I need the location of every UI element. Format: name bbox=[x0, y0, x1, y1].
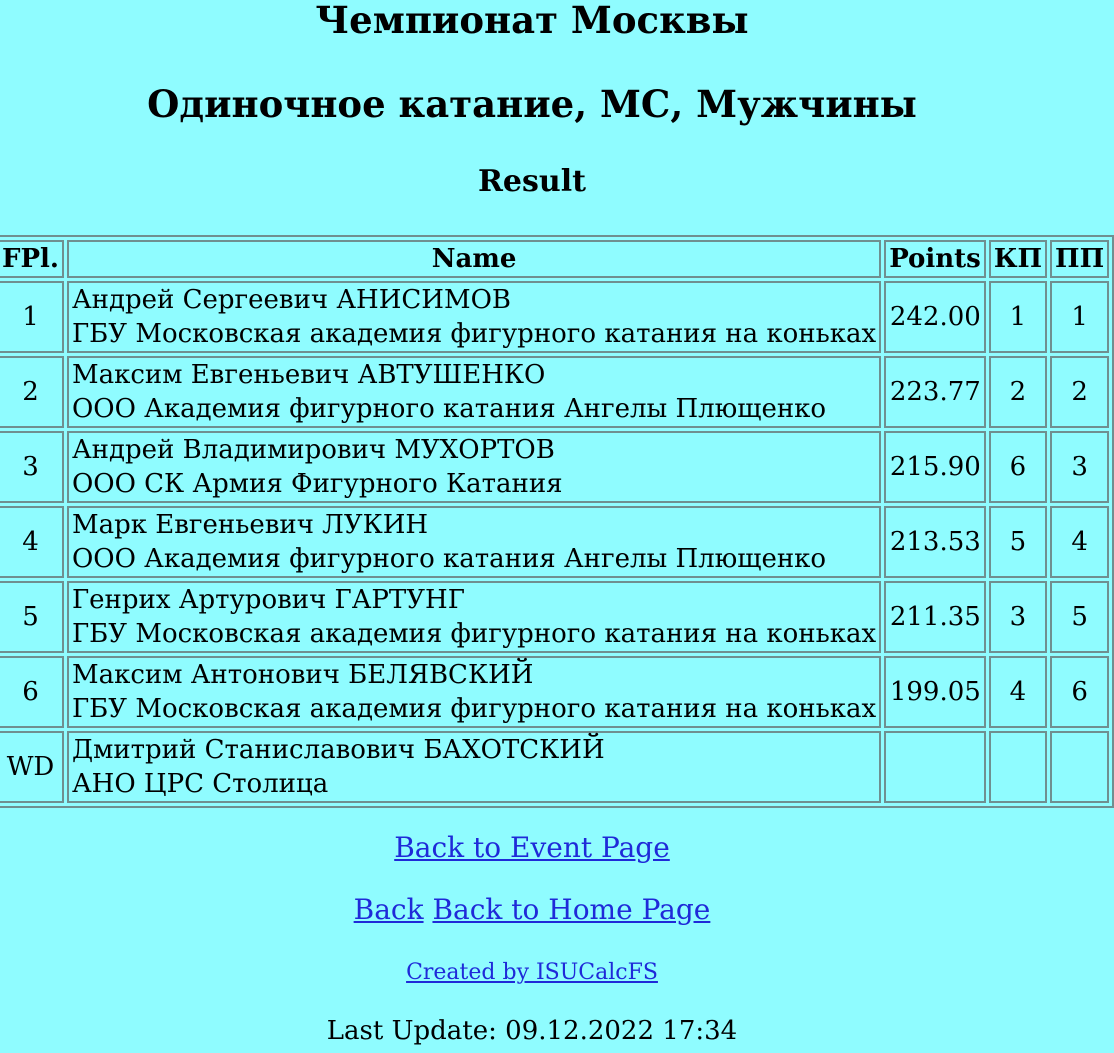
skater-club: ГБУ Московская академия фигурного катания на коньках bbox=[71, 694, 877, 724]
table-header-row bbox=[0, 240, 1109, 278]
section-heading: Result bbox=[478, 164, 586, 199]
skater-club: ООО СК Армия Фигурного Катания bbox=[71, 469, 563, 499]
column-header-place: FPl. bbox=[0, 240, 64, 278]
last-update: Last Update: 09.12.2022 17:34 bbox=[326, 1016, 738, 1046]
skater-club: ГБУ Московская академия фигурного катания на коньках bbox=[71, 619, 877, 649]
event-link-row bbox=[0, 830, 1064, 866]
column-header-points: Points bbox=[884, 240, 986, 278]
kp-cell bbox=[989, 731, 1047, 803]
kp-cell: 4 bbox=[989, 656, 1047, 728]
table-row bbox=[0, 431, 1109, 503]
skater-name: Андрей Владимирович МУХОРТОВ bbox=[71, 435, 555, 465]
created-by-link[interactable]: Created by ISUCalcFS bbox=[406, 960, 658, 985]
name-cell bbox=[67, 581, 881, 653]
column-header-pp: ПП bbox=[1050, 240, 1109, 278]
table-row bbox=[0, 656, 1109, 728]
points-cell: 223.77 bbox=[884, 356, 986, 428]
name-cell bbox=[67, 506, 881, 578]
page-title: Чемпионат Москвы bbox=[315, 0, 749, 42]
back-to-event-page-link[interactable]: Back to Event Page bbox=[394, 831, 670, 864]
credits-row bbox=[0, 958, 1064, 988]
pp-cell: 5 bbox=[1050, 581, 1109, 653]
place-cell: 5 bbox=[0, 581, 64, 653]
home-link-row bbox=[0, 892, 1064, 928]
kp-cell: 3 bbox=[989, 581, 1047, 653]
points-cell: 242.00 bbox=[884, 281, 986, 353]
pp-cell: 2 bbox=[1050, 356, 1109, 428]
column-header-name: Name bbox=[67, 240, 881, 278]
name-cell bbox=[67, 731, 881, 803]
skater-name: Максим Антонович БЕЛЯВСКИЙ bbox=[71, 660, 534, 690]
back-link[interactable]: Back bbox=[353, 893, 424, 926]
pp-cell: 6 bbox=[1050, 656, 1109, 728]
skater-name: Максим Евгеньевич АВТУШЕНКО bbox=[71, 360, 546, 390]
points-cell bbox=[884, 731, 986, 803]
skater-club: ООО Академия фигурного катания Ангелы Плющенко bbox=[71, 544, 827, 574]
place-cell: 1 bbox=[0, 281, 64, 353]
points-cell: 213.53 bbox=[884, 506, 986, 578]
table-row bbox=[0, 506, 1109, 578]
kp-cell: 5 bbox=[989, 506, 1047, 578]
skater-club: АНО ЦРС Столица bbox=[71, 769, 329, 799]
name-cell bbox=[67, 356, 881, 428]
pp-cell: 3 bbox=[1050, 431, 1109, 503]
kp-cell: 2 bbox=[989, 356, 1047, 428]
points-cell: 199.05 bbox=[884, 656, 986, 728]
skater-name: Марк Евгеньевич ЛУКИН bbox=[71, 510, 429, 540]
skater-club: ГБУ Московская академия фигурного катания на коньках bbox=[71, 319, 877, 349]
points-cell: 211.35 bbox=[884, 581, 986, 653]
skater-name: Андрей Сергеевич АНИСИМОВ bbox=[71, 285, 511, 315]
place-cell: 2 bbox=[0, 356, 64, 428]
pp-cell: 1 bbox=[1050, 281, 1109, 353]
skater-name: Дмитрий Станиславович БАХОТСКИЙ bbox=[71, 735, 605, 765]
event-subtitle: Одиночное катание, МС, Мужчины bbox=[147, 82, 917, 126]
column-header-kp: КП bbox=[989, 240, 1047, 278]
results-table bbox=[0, 235, 1114, 808]
place-cell: 4 bbox=[0, 506, 64, 578]
kp-cell: 1 bbox=[989, 281, 1047, 353]
name-cell bbox=[67, 431, 881, 503]
skater-club: ООО Академия фигурного катания Ангелы Плющенко bbox=[71, 394, 827, 424]
pp-cell: 4 bbox=[1050, 506, 1109, 578]
skater-name: Генрих Артурович ГАРТУНГ bbox=[71, 585, 465, 615]
place-cell: 6 bbox=[0, 656, 64, 728]
table-row bbox=[0, 281, 1109, 353]
name-cell bbox=[67, 656, 881, 728]
table-row bbox=[0, 581, 1109, 653]
table-row bbox=[0, 731, 1109, 803]
points-cell: 215.90 bbox=[884, 431, 986, 503]
back-to-home-page-link[interactable]: Back to Home Page bbox=[432, 893, 711, 926]
table-row bbox=[0, 356, 1109, 428]
kp-cell: 6 bbox=[989, 431, 1047, 503]
place-cell: WD bbox=[0, 731, 64, 803]
pp-cell bbox=[1050, 731, 1109, 803]
name-cell bbox=[67, 281, 881, 353]
place-cell: 3 bbox=[0, 431, 64, 503]
